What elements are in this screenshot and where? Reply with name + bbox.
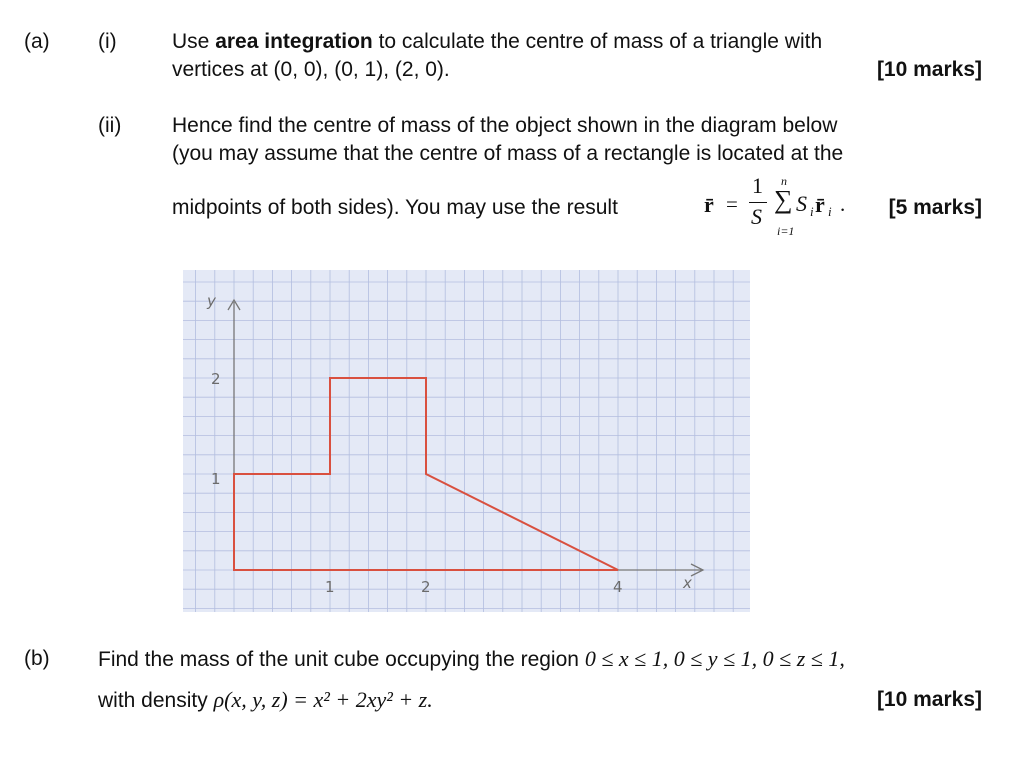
part-a-i-label: (i) [98,30,117,53]
y-axis-label: y [207,292,216,310]
part-a-i-line1-pre: Use [172,30,216,53]
part-a-label: (a) [24,30,50,53]
y-tick-1: 1 [211,470,221,488]
part-a-ii-line3: midpoints of both sides). You may use the result [172,196,618,219]
y-tick-2: 2 [211,370,221,388]
part-a-ii-marks: [5 marks] [888,196,982,219]
part-a-ii-line1: Hence find the centre of mass of the object shown in the diagram below [172,114,838,137]
part-b-line2 [98,686,433,715]
part-b-line2-text: with density [98,689,208,712]
part-a-i-line1-post: to calculate the centre of mass of a triangle with [372,30,823,53]
centroid-formula [704,170,864,242]
part-b-region: 0 ≤ x ≤ 1, 0 ≤ y ≤ 1, 0 ≤ z ≤ 1, [584,646,845,671]
formula-denominator: S [751,204,762,229]
formula-term-s: S [796,191,807,216]
formula-lhs: r̄ [704,192,714,217]
formula-period: . [840,192,846,216]
part-b-line1-text: Find the mass of the unit cube occupying the region [98,648,579,671]
part-a-ii-line2: (you may assume that the centre of mass of a rectangle is located at the [172,142,844,165]
part-a-i-line1-bold: area integration [215,30,373,53]
graph-paper-grid [183,270,750,612]
x-tick-1: 1 [325,578,335,596]
part-a-ii-label: (ii) [98,114,122,137]
part-b-line1 [98,645,845,674]
x-tick-4: 4 [613,578,623,596]
part-b-density: ρ(x, y, z) = x² + 2xy² + z. [213,687,433,712]
formula-term-r: r̄ [815,192,825,217]
part-a-i-line1 [172,28,822,56]
x-axis-label: x [683,574,692,592]
part-b-marks: [10 marks] [876,688,982,711]
formula-term-sub-i: i [810,204,814,219]
part-a-i-line2: vertices at (0, 0), (0, 1), (2, 0). [172,58,450,81]
formula-lower-limit: i=1 [777,224,795,238]
formula-numerator: 1 [752,173,763,198]
formula-equals: = [726,192,738,216]
formula-upper-limit: n [781,174,787,188]
part-a-i-marks: [10 marks] [876,58,982,81]
part-b-label: (b) [24,647,50,670]
grid-background [183,270,750,612]
formula-term-sub-i2: i [828,204,832,219]
x-tick-2: 2 [421,578,431,596]
formula-sigma: ∑ [774,185,793,214]
object-diagram [183,270,750,612]
formula-fraction-bar [749,202,767,203]
